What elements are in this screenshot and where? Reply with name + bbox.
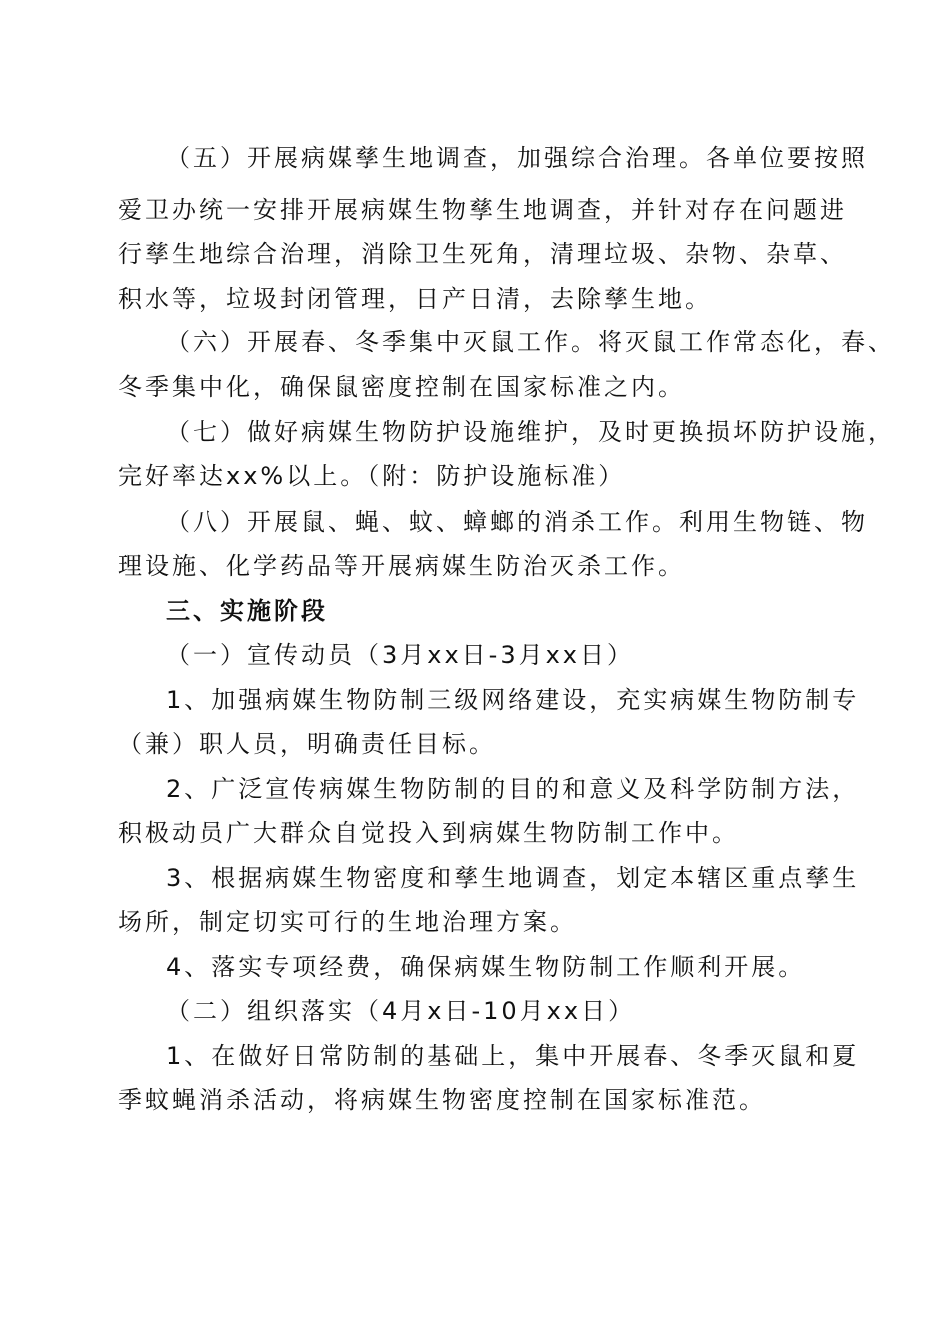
- item-2-line-2: 积极动员广大群众自觉投入到病媒生物防制工作中。: [118, 819, 739, 847]
- item-1-line-1: 1、加强病媒生物防制三级网络建设，充实病媒生物防制专: [166, 686, 860, 714]
- organize-item-1-line-1: 1、在做好日常防制的基础上，集中开展春、冬季灭鼠和夏: [166, 1042, 860, 1070]
- paragraph-6-line-1: （六）开展春、冬季集中灭鼠工作。将灭鼠工作常态化，春、: [166, 328, 895, 356]
- subsection-organize-heading: （二）组织落实（4月x日-10月xx日）: [166, 997, 636, 1025]
- section-heading-implementation: 三、实施阶段: [166, 597, 328, 625]
- item-3-line-1: 3、根据病媒生物密度和孳生地调查，划定本辖区重点孳生: [166, 864, 860, 892]
- organize-item-1-line-2: 季蚊蝇消杀活动，将病媒生物密度控制在国家标准范。: [118, 1086, 766, 1114]
- paragraph-7-line-1: （七）做好病媒生物防护设施维护，及时更换损坏防护设施，: [166, 418, 895, 446]
- paragraph-5-line-2: 爱卫办统一安排开展病媒生物孳生地调查，并针对存在问题进: [118, 196, 847, 224]
- item-4-line-1: 4、落实专项经费，确保病媒生物防制工作顺利开展。: [166, 953, 806, 981]
- paragraph-6-line-2: 冬季集中化，确保鼠密度控制在国家标准之内。: [118, 373, 685, 401]
- paragraph-5-line-4: 积水等，垃圾封闭管理，日产日清，去除孳生地。: [118, 285, 712, 313]
- item-2-line-1: 2、广泛宣传病媒生物防制的目的和意义及科学防制方法，: [166, 775, 860, 803]
- paragraph-5-line-1: （五）开展病媒孳生地调查，加强综合治理。各单位要按照: [166, 144, 868, 172]
- paragraph-8-line-2: 理设施、化学药品等开展病媒生防治灭杀工作。: [118, 552, 685, 580]
- paragraph-5-line-3: 行孳生地综合治理，消除卫生死角，清理垃圾、杂物、杂草、: [118, 240, 847, 268]
- paragraph-8-line-1: （八）开展鼠、蝇、蚊、蟑螂的消杀工作。利用生物链、物: [166, 508, 868, 536]
- item-1-line-2: （兼）职人员，明确责任目标。: [118, 730, 496, 758]
- paragraph-7-line-2: 完好率达xx%以上。（附：防护设施标准）: [118, 462, 626, 490]
- item-3-line-2: 场所，制定切实可行的生地治理方案。: [118, 908, 577, 936]
- subsection-publicity-heading: （一）宣传动员（3月xx日-3月xx日）: [166, 641, 635, 669]
